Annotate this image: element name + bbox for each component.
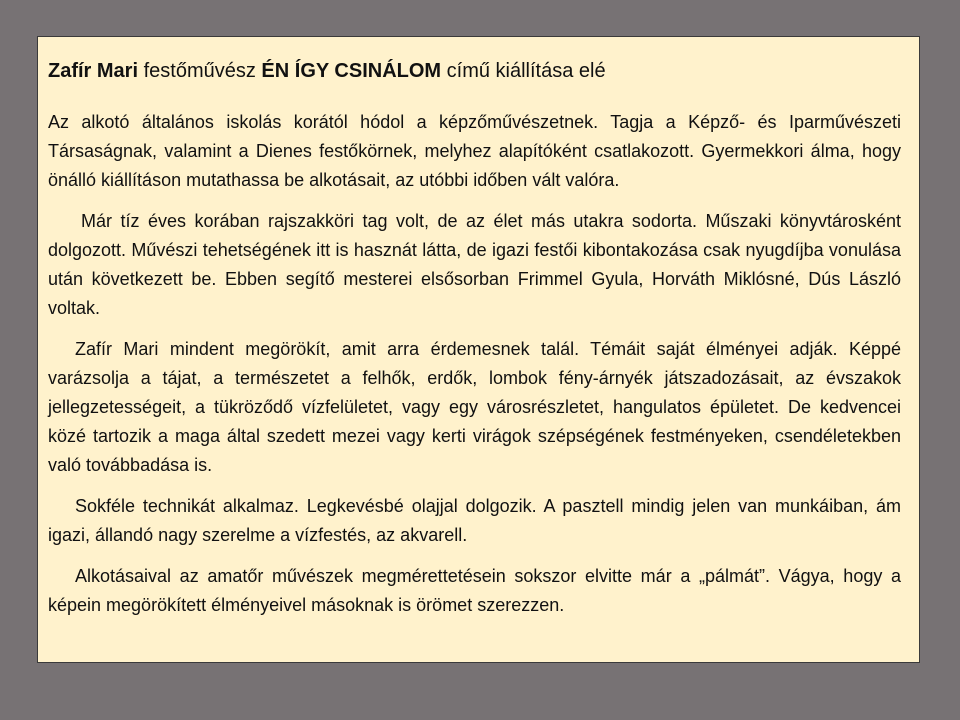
paragraph-techniques: Sokféle technikát alkalmaz. Legkevésbé olajjal dolgozik. A pasztell mindig jelen van munkáiban, ám igazi, állandó nagy szerelme a vízfestés, az akvarell. — [48, 496, 901, 545]
page-title — [48, 57, 901, 85]
title-text-mid: festőművész — [138, 60, 262, 82]
paragraph-career: Már tíz éves korában rajszakköri tag volt, de az élet más utakra sodorta. Műszaki könyvtárosként dolgozott. Művészi tehetségének itt is hasznát látta, de igazi festői kibontakozása csak nyugdíjba vonulása után következett be. Ebben segítő mesterei elsősorban Frimmel Gyula, Horváth Miklósné, Dús László voltak. — [48, 211, 901, 318]
paragraph-achievements: Alkotásaival az amatőr művészek megmérettetésein sokszor elvitte már a „pálmát”. Vágya, hogy a képein megörökített élményeivel másoknak is örömet szerezzen. — [48, 566, 901, 615]
slide-content — [37, 36, 920, 663]
title-text-end: című kiállítása elé — [441, 60, 606, 82]
paragraph-intro: Az alkotó általános iskolás korától hódol a képzőművészetnek. Tagja a Képző- és Iparművészeti Társaságnak, valamint a Dienes festőkörnek, melyhez alapítóként csatlakozott. Gyermekkori álma, hogy önálló kiállításon mutathassa be alkotásait, az utóbbi időben vált valóra. — [48, 112, 901, 190]
exhibition-name: ÉN ÍGY CSINÁLOM — [261, 60, 442, 82]
artist-name: Zafír Mari — [48, 60, 139, 82]
paragraph-themes: Zafír Mari mindent megörökít, amit arra érdemesnek talál. Témáit saját élményei adják. Képpé varázsolja a tájat, a természetet a felhők, erdők, lombok fény-árnyék játszadozásait, az évszakok jellegzetességeit, a tükröződő vízfelületet, vagy egy városrészletet, hangulatos épületet. De kedvencei közé tartozik a maga által szedett mezei vagy kerti virágok szépségének festményeken, csendéletekben való továbbadása is. — [48, 339, 901, 475]
